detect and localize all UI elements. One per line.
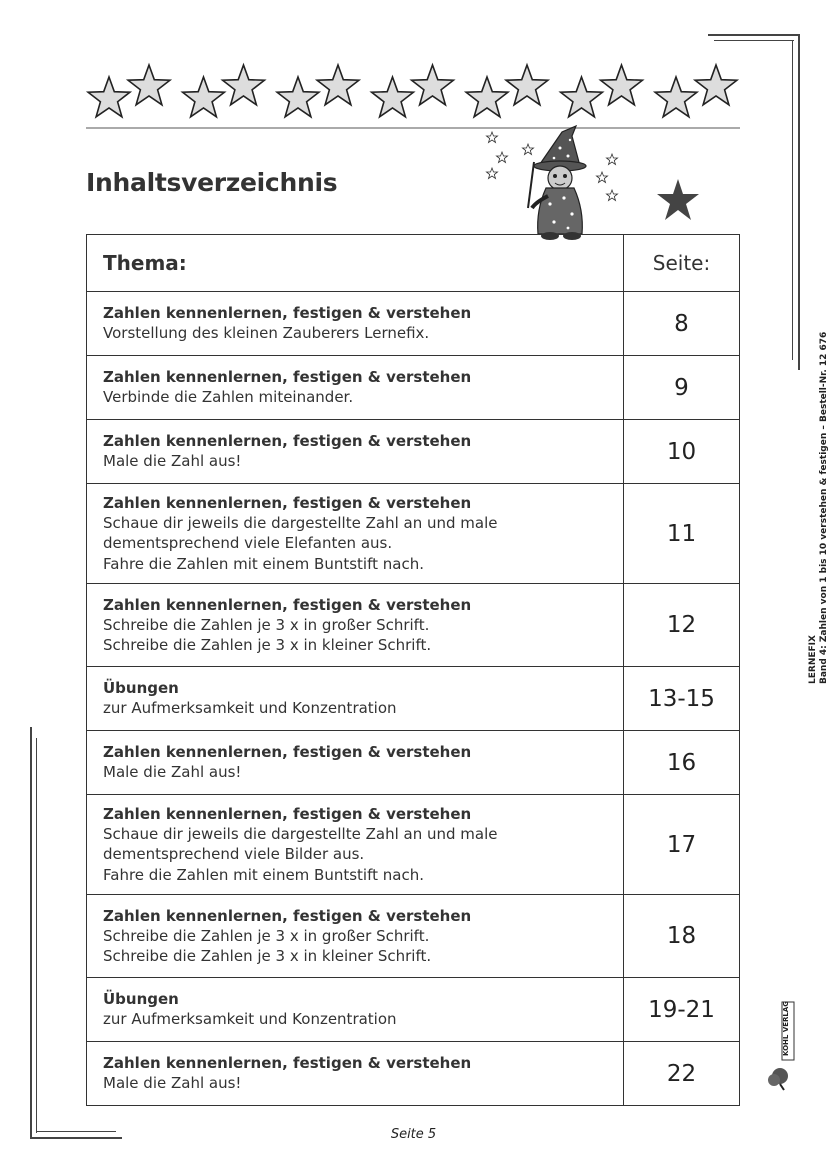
table-header-row [87, 235, 740, 292]
table-of-contents [86, 234, 740, 1106]
frame-top-right-v [798, 34, 800, 370]
row-description: Schreibe die Zahlen je 3 x in großer Schrift. [103, 615, 430, 634]
wizard-illustration-icon [484, 126, 620, 242]
row-page-number: 16 [624, 731, 740, 795]
row-title: Zahlen kennenlernen, festigen & verstehen [103, 1054, 472, 1073]
outline-star-icon [695, 65, 737, 105]
page-title: Inhaltsverzeichnis [86, 168, 338, 197]
frame-bottom-left-v [30, 727, 32, 1139]
row-page-number: 18 [624, 895, 740, 978]
row-description: Schreibe die Zahlen je 3 x in kleiner Schrift. [103, 636, 432, 654]
row-description: zur Aufmerksamkeit und Konzentration [103, 699, 397, 718]
publisher-logo-icon [766, 1000, 796, 1090]
frame-top-right-h2 [714, 40, 794, 41]
row-description: dementsprechend viele Elefanten aus. [103, 534, 393, 553]
header-rule [86, 127, 740, 129]
row-description: Schaue dir jeweils die dargestellte Zahl an und male [103, 513, 498, 532]
table-row [87, 356, 740, 420]
publisher-name: KOHL VERLAG [782, 1000, 790, 1056]
outline-star-icon [183, 77, 225, 117]
row-topic-cell [87, 292, 624, 356]
row-title: Übungen [103, 990, 179, 1009]
outline-star-icon [601, 65, 643, 105]
row-topic-cell [87, 1042, 624, 1106]
table-row [87, 420, 740, 484]
table-row [87, 667, 740, 731]
row-page-number: 22 [624, 1042, 740, 1106]
book-info: Band 4: Zahlen von 1 bis 10 verstehen & festigen – Bestell-Nr. 12 676 [819, 331, 829, 684]
row-description: Verbinde die Zahlen miteinander. [103, 388, 354, 407]
row-page-number: 17 [624, 795, 740, 895]
solid-star-icon [656, 178, 700, 222]
outline-star-icon [128, 65, 170, 105]
outline-star-icon [655, 77, 697, 117]
row-description: Male die Zahl aus! [103, 1074, 242, 1093]
row-description: Male die Zahl aus! [103, 452, 242, 471]
row-topic-cell [87, 795, 624, 895]
outline-star-icon [412, 65, 454, 105]
row-page-number: 9 [624, 356, 740, 420]
row-page-number: 10 [624, 420, 740, 484]
table-row [87, 1042, 740, 1106]
outline-star-icon [372, 77, 414, 117]
row-description: zur Aufmerksamkeit und Konzentration [103, 1010, 397, 1029]
row-title: Zahlen kennenlernen, festigen & verstehen [103, 906, 472, 925]
row-topic-cell [87, 584, 624, 667]
row-title: Zahlen kennenlernen, festigen & verstehen [103, 743, 472, 762]
row-description: Vorstellung des kleinen Zauberers Lernefix. [103, 324, 430, 343]
row-page-number: 8 [624, 292, 740, 356]
table-row [87, 895, 740, 978]
table-row [87, 795, 740, 895]
row-topic-cell [87, 356, 624, 420]
page-number: Seite 5 [390, 1127, 437, 1142]
row-description: Fahre die Zahlen mit einem Buntstift nach. [103, 865, 424, 884]
row-title: Zahlen kennenlernen, festigen & verstehen [103, 432, 472, 451]
row-title: Zahlen kennenlernen, festigen & verstehen [103, 368, 472, 387]
star-border-row [86, 62, 741, 124]
frame-bottom-left-v2 [36, 738, 37, 1133]
row-page-number: 11 [624, 484, 740, 584]
row-topic-cell [87, 667, 624, 731]
header-page: Seite: [624, 235, 740, 292]
row-title: Zahlen kennenlernen, festigen & verstehen [103, 304, 472, 323]
outline-star-icon [317, 65, 359, 105]
row-title: Übungen [103, 679, 179, 698]
row-topic-cell [87, 978, 624, 1042]
outline-star-icon [277, 77, 319, 117]
table-row [87, 731, 740, 795]
header-topic: Thema: [87, 235, 624, 292]
frame-top-right-v2 [792, 40, 793, 360]
row-description: dementsprechend viele Bilder aus. [103, 845, 365, 864]
outline-star-icon [223, 65, 265, 105]
row-topic-cell [87, 731, 624, 795]
row-page-number: 12 [624, 584, 740, 667]
side-imprint [808, 332, 830, 684]
row-title: Zahlen kennenlernen, festigen & verstehen [103, 804, 472, 823]
outline-star-icon [561, 77, 603, 117]
row-description: Schreibe die Zahlen je 3 x in kleiner Schrift. [103, 947, 432, 965]
frame-top-right-h [708, 34, 800, 36]
outline-star-icon [466, 77, 508, 117]
row-topic-cell [87, 420, 624, 484]
row-title: Zahlen kennenlernen, festigen & verstehen [103, 595, 472, 614]
table-row [87, 584, 740, 667]
row-page-number: 19-21 [624, 978, 740, 1042]
row-topic-cell [87, 895, 624, 978]
row-topic-cell [87, 484, 624, 584]
row-page-number: 13-15 [624, 667, 740, 731]
series-name: LERNEFIX [808, 635, 818, 684]
row-description: Male die Zahl aus! [103, 763, 242, 782]
outline-star-icon [506, 65, 548, 105]
outline-star-icon [88, 77, 130, 117]
table-row [87, 978, 740, 1042]
table-row [87, 292, 740, 356]
row-description: Schreibe die Zahlen je 3 x in großer Schrift. [103, 926, 430, 945]
row-title: Zahlen kennenlernen, festigen & verstehen [103, 493, 472, 512]
row-description: Schaue dir jeweils die dargestellte Zahl an und male [103, 824, 498, 843]
row-description: Fahre die Zahlen mit einem Buntstift nach. [103, 554, 424, 573]
table-row [87, 484, 740, 584]
